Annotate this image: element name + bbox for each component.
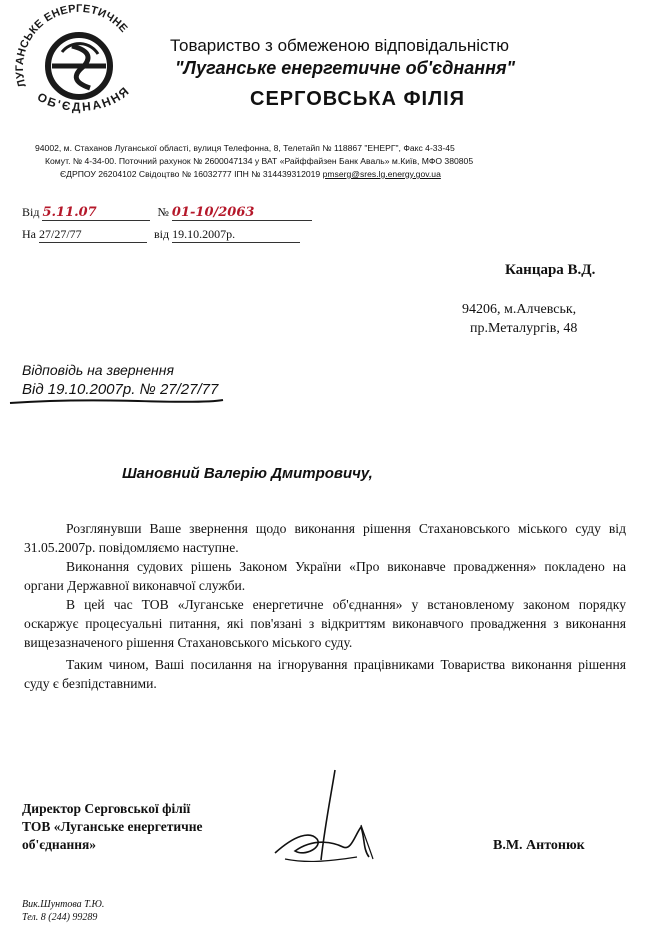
reply-reference-line1: Відповідь на звернення <box>22 362 174 378</box>
signature-title-line1: Директор Серговської філії <box>22 801 191 816</box>
body-paragraph-4: Таким чином, Ваші посилання на ігнорування працівниками Товариства виконання рішення суду є безпідставними. <box>24 657 626 691</box>
registry-date-label: від <box>154 227 170 241</box>
body-paragraph-3: В цей час ТОВ «Луганське енергетичне об'єднання» у встановленому законом порядку оскаржує процесуальні питання, які пов'язані з відкриттям виконавчого провадження з виконання вищезазначеного рішення Стахановського міського суду. <box>24 597 626 650</box>
logo-emblem-icon <box>48 35 110 97</box>
registry-incoming <box>22 227 300 243</box>
executor-name: Вик.Шунтова Т.Ю. <box>22 899 105 910</box>
registry-num-value: 01-10/2063 <box>171 205 255 220</box>
signature-title-line3: об'єднання» <box>22 837 97 852</box>
registry-to-label: На <box>22 227 36 241</box>
org-name-line2: "Луганське енергетичне об'єднання" <box>175 58 516 78</box>
executor-phone: Тел. 8 (244) 99289 <box>22 912 98 923</box>
contact-registry-info: ЄДРПОУ 26204102 Свідоцтво № 16032777 ІПН № 314439312019 <box>60 169 323 179</box>
body-paragraph-1: Розглянувши Ваше звернення щодо виконання рішення Стахановського міського суду від 31.05.2007р. повідомляємо наступне. <box>24 521 626 555</box>
addressee-address-line2: пр.Металургів, 48 <box>470 321 578 336</box>
contact-line-1: 94002, м. Стаханов Луганської області, вулиця Телефонна, 8, Телетайп № 118867 "ЕНЕРГ", Факс 4-33-45 <box>35 143 455 153</box>
body-paragraph-2: Виконання судових рішень Законом України «Про виконавче провадження» покладено на органи Державної виконавчої служби. <box>24 559 626 593</box>
registry-date-value: 19.10.2007р. <box>172 227 236 241</box>
handwritten-signature <box>265 765 395 875</box>
contact-email: pmserg@sres.lg.energy.gov.ua <box>322 169 441 179</box>
registry-to-value: 27/27/77 <box>39 227 82 241</box>
contact-line-2: Комут. № 4-34-00. Поточний рахунок № 2600047134 у ВАТ «Райффайзен Банк Аваль» м.Київ, МФО 380805 <box>45 156 474 166</box>
signer-name: В.М. Антонюк <box>493 838 585 853</box>
registry-num-label: № <box>157 205 169 219</box>
logo-arc-bottom-text: ОБ'ЄДНАННЯ <box>34 83 133 115</box>
reply-underline-stroke <box>8 396 228 406</box>
signature-title-line2: ТОВ «Луганське енергетичне <box>22 819 203 834</box>
registry-from-value: 5.11.07 <box>42 205 97 220</box>
contact-line-3 <box>60 169 441 179</box>
addressee-name: Канцара В.Д. <box>505 262 596 278</box>
reply-reference-line2: Від 19.10.2007р. № 27/27/77 <box>22 381 219 398</box>
branch-name: СЕРГОВСЬКА ФІЛІЯ <box>250 88 466 110</box>
greeting: Шановний Валерію Дмитровичу, <box>122 465 373 482</box>
company-logo <box>4 4 154 124</box>
registry-from-label: Від <box>22 205 40 219</box>
org-name-line1: Товариство з обмеженою відповідальністю <box>170 36 510 55</box>
registry-outgoing <box>22 205 312 221</box>
letter-body <box>24 519 626 693</box>
addressee-address-line1: 94206, м.Алчевськ, <box>462 302 577 317</box>
logo-arc-top-text: ЛУГАНСЬКЕ ЕНЕРГЕТИЧНЕ <box>13 4 130 89</box>
